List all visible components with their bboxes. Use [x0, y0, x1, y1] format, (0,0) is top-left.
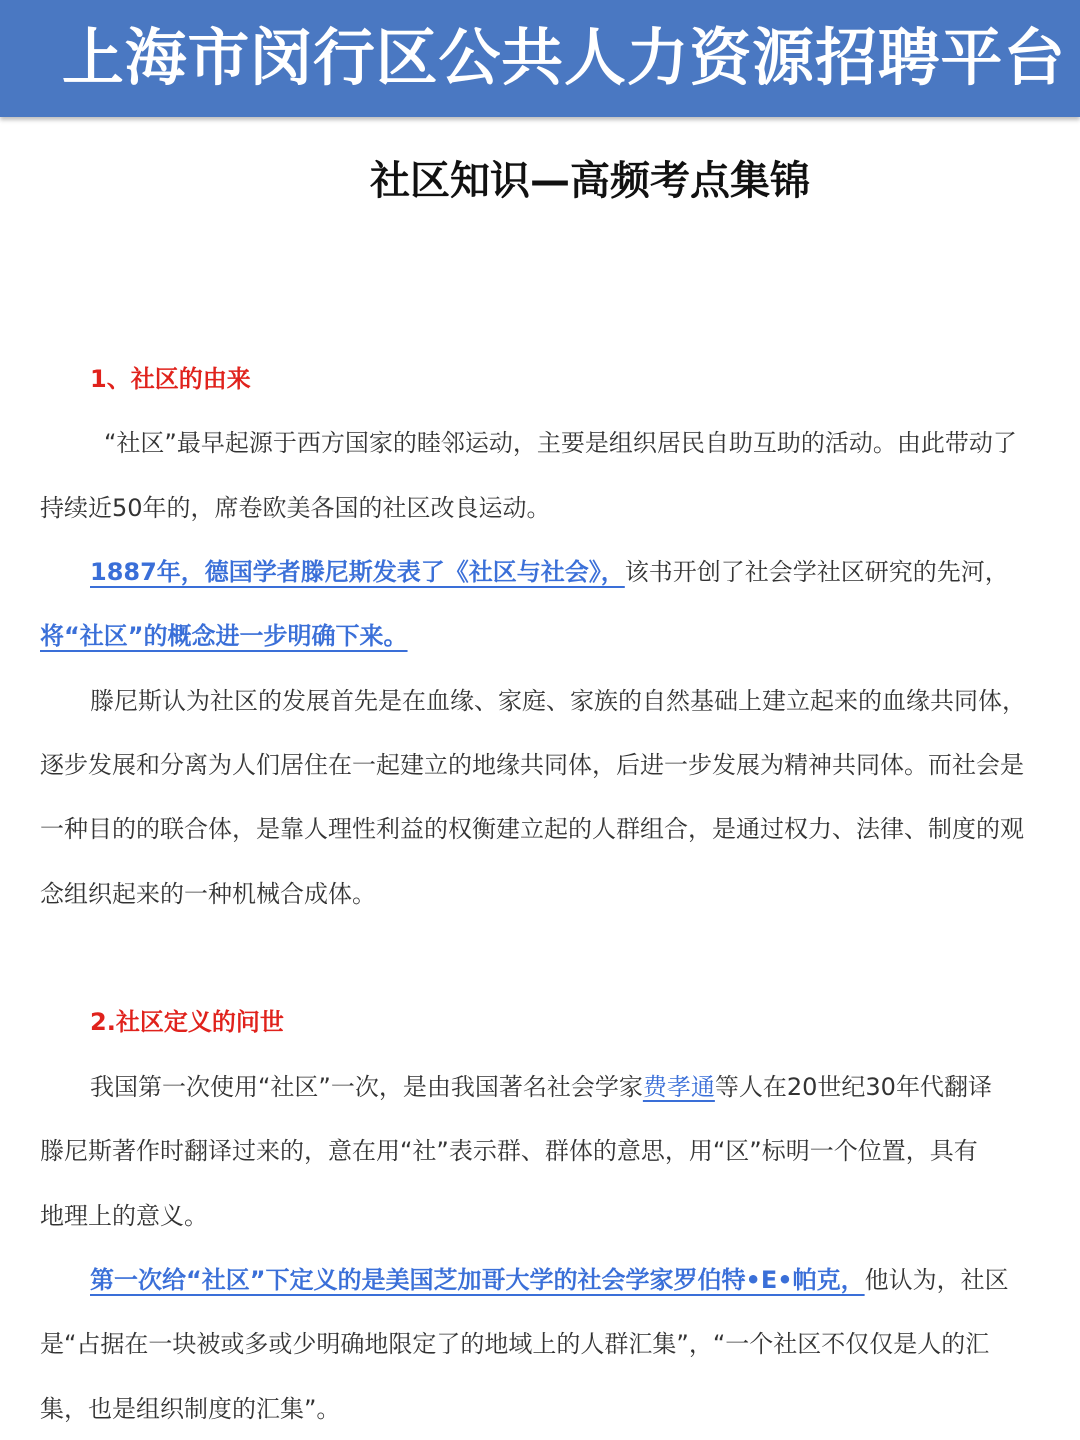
section-2-paragraph-1-line-2: 滕尼斯著作时翻译过来的，意在用“社”表示群、群体的意思，用“区”标明一个位置，具有 [40, 1137, 978, 1165]
section-2-paragraph-1-line-3: 地理上的意义。 [40, 1202, 208, 1230]
section-1-paragraph-3-line-3: 一种目的的联合体，是靠人理性利益的权衡建立起的人群组合，是通过权力、法律、制度的观 [40, 815, 1024, 843]
park-definition-highlight: 第一次给“社区”下定义的是美国芝加哥大学的社会学家罗伯特•E•帕克， [90, 1266, 865, 1294]
concept-clarified-highlight: 将“社区”的概念进一步明确下来。 [40, 622, 408, 650]
section-2-heading: 2.社区定义的问世 [90, 1008, 284, 1036]
section-2-paragraph-2-line-3: 集，也是组织制度的汇集”。 [40, 1395, 341, 1423]
tonnies-publication-highlight: 1887年，德国学者滕尼斯发表了《社区与社会》， [90, 558, 625, 586]
section-1-heading: 1、社区的由来 [90, 365, 251, 393]
header-banner [0, 0, 1080, 117]
section-1-paragraph-1-line-2: 持续近50年的，席卷欧美各国的社区改良运动。 [40, 494, 551, 522]
section-1-paragraph-1-line-1: “社区”最早起源于西方国家的睦邻运动，主要是组织居民自助互助的活动。由此带动了 [104, 429, 1017, 457]
section-2-paragraph-2-line-2: 是“占据在一块被或多或少明确地限定了的地域上的人群汇集”，“一个社区不仅仅是人的汇 [40, 1330, 990, 1358]
tonnies-publication-text: 该书开创了社会学社区研究的先河， [624, 558, 1009, 586]
park-definition-text: 他认为，社区 [864, 1266, 1009, 1294]
fei-xiaotong-text-after: 等人在20世纪30年代翻译 [714, 1073, 992, 1101]
fei-xiaotong-text-before: 我国第一次使用“社区”一次，是由我国著名社会学家 [90, 1073, 643, 1101]
section-2-paragraph-2-line-1 [90, 1265, 1009, 1295]
platform-title: 上海市闵行区公共人力资源招聘平台 [62, 21, 1066, 94]
fei-xiaotong-link[interactable]: 费孝通 [642, 1073, 715, 1101]
document-title: 社区知识—高频考点集锦 [370, 158, 810, 204]
section-1-paragraph-3-line-4: 念组织起来的一种机械合成体。 [40, 880, 376, 908]
section-1-paragraph-3-line-1: 滕尼斯认为社区的发展首先是在血缘、家庭、家族的自然基础上建立起来的血缘共同体， [90, 687, 1026, 715]
section-1-paragraph-2-line-2 [40, 621, 408, 651]
section-1-paragraph-3-line-2: 逐步发展和分离为人们居住在一起建立的地缘共同体，后进一步发展为精神共同体。而社会是 [40, 751, 1024, 779]
section-2-paragraph-1-line-1 [90, 1072, 992, 1102]
section-1-paragraph-2-line-1 [90, 557, 1009, 587]
